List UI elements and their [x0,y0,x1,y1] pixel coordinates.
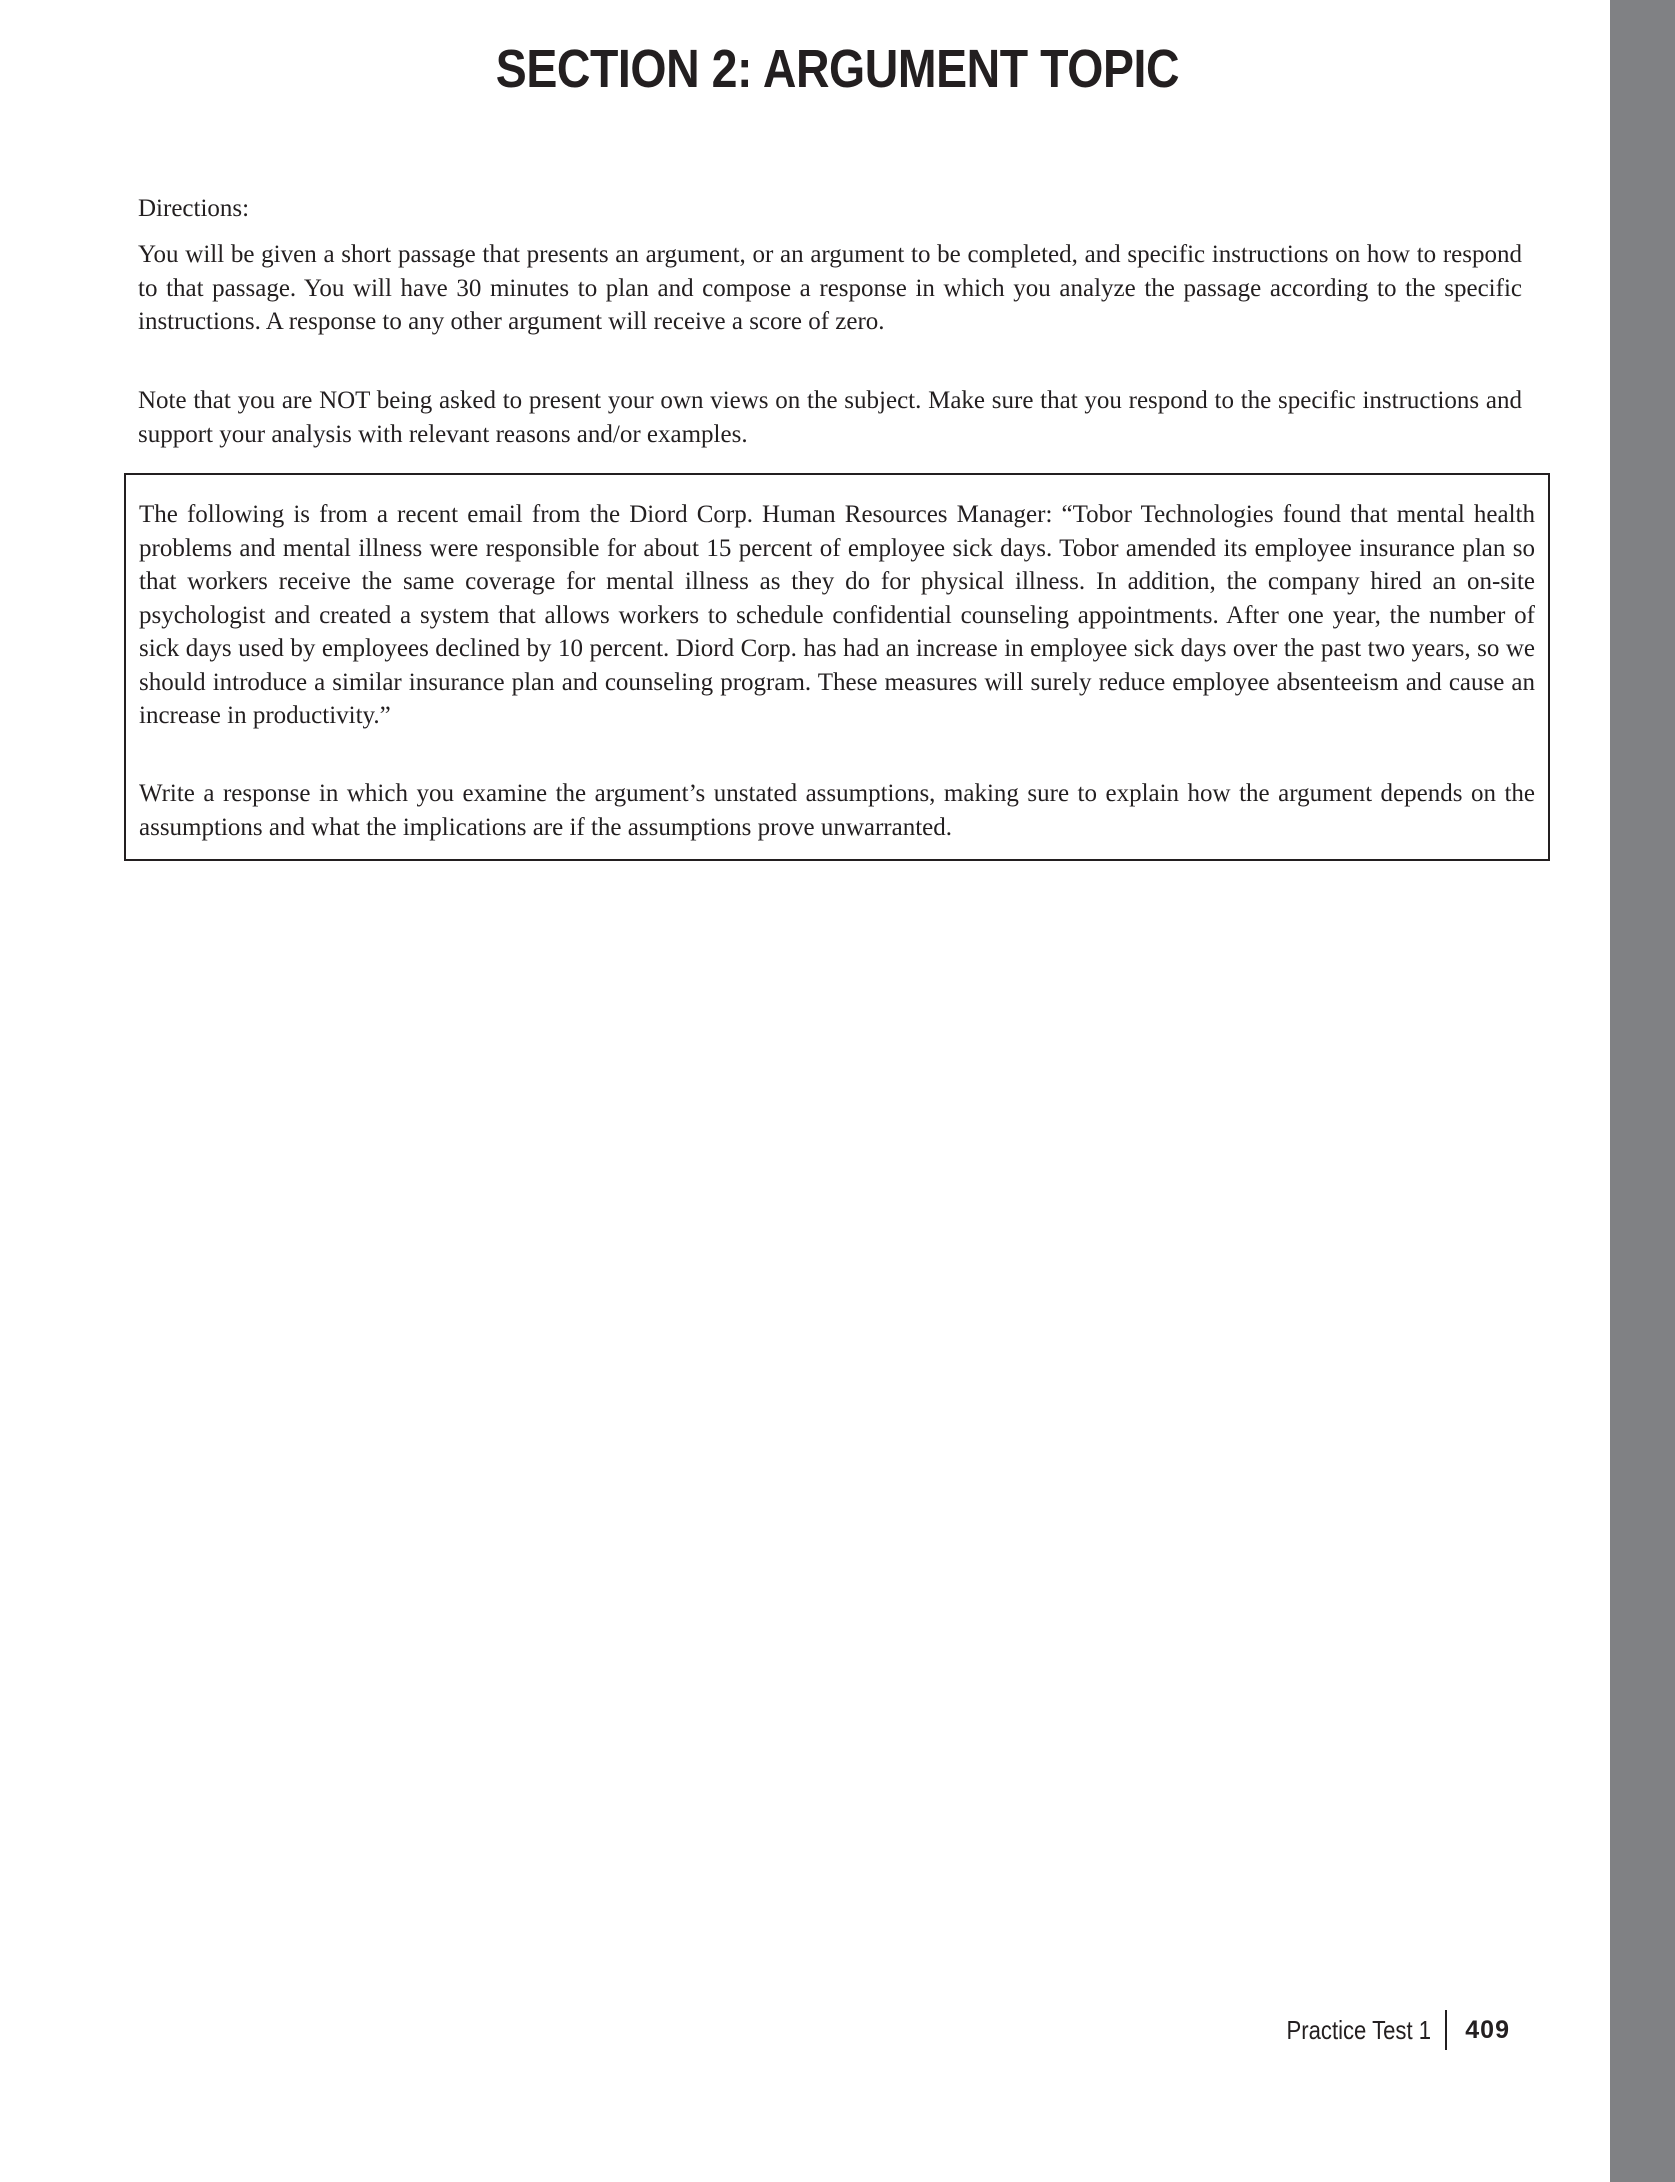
footer-divider [1445,2010,1447,2050]
argument-passage: The following is from a recent email from the Diord Corp. Human Resources Manager: “Tobor Technologies found that mental health problems and mental illness were responsible for about 15 percent of employee sick days. Tobor amended its employee insurance plan so that workers receive the same coverage for mental illness as they do for physical illness. In addition, the company hired an on-site psychologist and created a system that allows workers to schedule confidential counseling appointments. After one year, the number of sick days used by employees declined by 10 percent. Diord Corp. has had an increase in employee sick days over the past two years, so we should introduce a similar insurance plan and counseling program. These measures will surely reduce employee absenteeism and cause an increase in productivity.” [139,501,1535,729]
page-edge-band [1610,0,1675,2182]
argument-prompt-box [124,473,1550,861]
directions-paragraph: Note that you are NOT being asked to present your own views on the subject. Make sure that you respond to the specific instructions and support your analysis with relevant reasons and/or examples. [138,387,1522,448]
directions-paragraph: You will be given a short passage that presents an argument, or an argument to be completed, and specific instructions on how to respond to that passage. You will have 30 minutes to plan and compose a response in which you analyze the passage according to the specific instructions. A response to any other argument will receive a score of zero. [138,241,1522,335]
directions-label: Directions: [138,195,250,222]
page-number: 409 [1465,2015,1510,2044]
footer-label: Practice Test 1 [1286,2014,1432,2045]
argument-task: Write a response in which you examine the argument’s unstated assumptions, making sure to explain how the argument depends on the assumptions and what the implications are if the assumptions prove unwarranted. [139,780,1535,841]
page-title: SECTION 2: ARGUMENT TOPIC [495,39,1180,99]
page-footer [1261,2010,1510,2050]
